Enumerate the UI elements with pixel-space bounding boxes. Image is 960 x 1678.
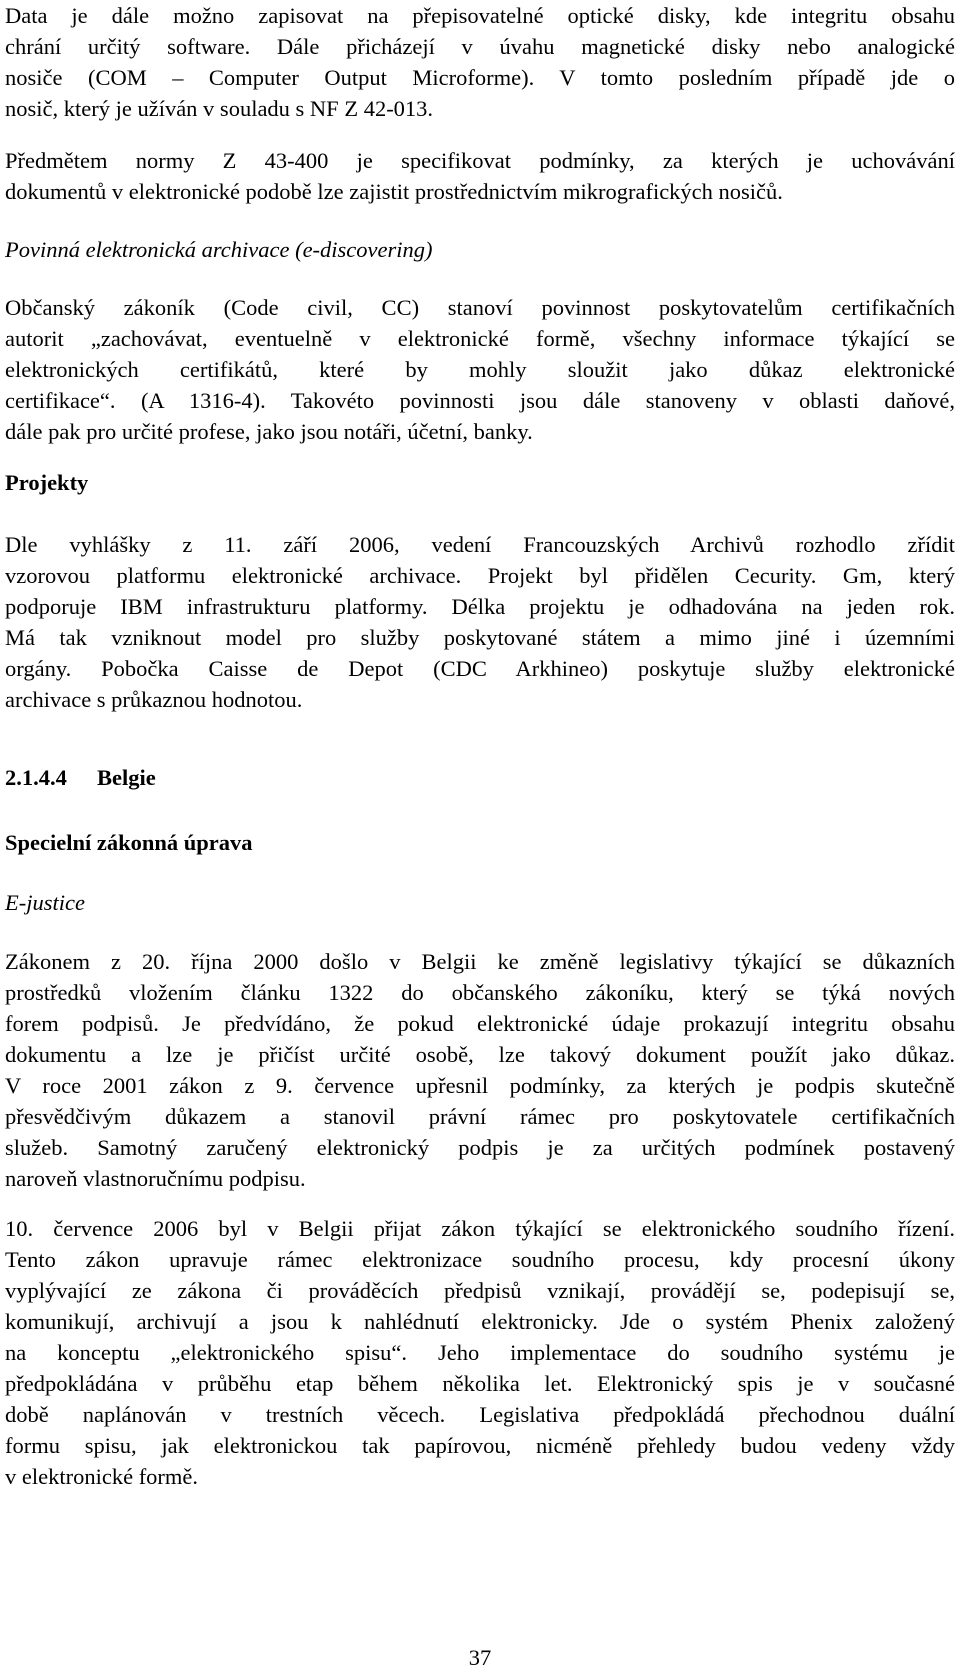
paragraph-storage-media bbox=[5, 0, 955, 124]
paragraph-projects bbox=[5, 529, 955, 715]
text-line: podporuje IBM infrastrukturu platformy. Délka projektu je odhadována na jeden rok. bbox=[5, 594, 955, 619]
text-line: orgány. Pobočka Caisse de Depot (CDC Arkhineo) poskytuje služby elektronické bbox=[5, 656, 955, 681]
text-line: vyplývající ze zákona či prováděcích předpisů vznikají, provádějí se, podepisují se, bbox=[5, 1278, 955, 1303]
text-line: elektronických certifikátů, které by mohly sloužit jako důkaz elektronické bbox=[5, 357, 955, 382]
section-number: 2.1.4.4 bbox=[5, 765, 67, 790]
text-line: Má tak vzniknout model pro služby poskytované státem a mimo jiné i územními bbox=[5, 625, 955, 650]
text-line: Tento zákon upravuje rámec elektronizace soudního procesu, kdy procesní úkony bbox=[5, 1247, 955, 1272]
text-line: komunikují, archivují a jsou k nahlédnutí elektronicky. Jde o systém Phenix založený bbox=[5, 1309, 955, 1334]
text-line: prostředků vložením článku 1322 do občanského zákoníku, který se týká nových bbox=[5, 980, 955, 1005]
text-line: Občanský zákoník (Code civil, CC) stanoví povinnost poskytovatelům certifikačních bbox=[5, 295, 955, 320]
paragraph-civil-code bbox=[5, 292, 955, 447]
text-line: Předmětem normy Z 43-400 je specifikovat podmínky, za kterých je uchovávání bbox=[5, 148, 955, 173]
section-heading bbox=[5, 762, 156, 793]
text-line: vzorovou platformu elektronické archivace. Projekt byl přidělen Cecurity. Gm, který bbox=[5, 563, 955, 588]
text-line: archivace s průkaznou hodnotou. bbox=[5, 687, 303, 712]
text-line: Zákonem z 20. října 2000 došlo v Belgii ke změně legislativy týkající se důkazních bbox=[5, 949, 955, 974]
subheading-special-law: Specielní zákonná úprava bbox=[5, 830, 253, 855]
text-line: nosiče (COM – Computer Output Microforme). V tomto posledním případě jde o bbox=[5, 65, 955, 90]
text-line: na konceptu „elektronického spisu“. Jeho implementace do soudního systému je bbox=[5, 1340, 955, 1365]
text-line: nosič, který je užíván v souladu s NF Z 42-013. bbox=[5, 96, 434, 121]
paragraph-norm-z43-400 bbox=[5, 145, 955, 207]
text-line: 10. července 2006 byl v Belgii přijat zákon týkající se elektronického soudního řízení. bbox=[5, 1216, 955, 1241]
italic-heading-e-justice: E-justice bbox=[5, 890, 85, 915]
text-line: naroveň vlastnoručnímu podpisu. bbox=[5, 1166, 306, 1191]
bold-heading-projects: Projekty bbox=[5, 470, 89, 495]
text-line: předpokládána v průběhu etap během několika let. Elektronický spis je v současné bbox=[5, 1371, 955, 1396]
text-line: služeb. Samotný zaručený elektronický podpis je za určitých podmínek postavený bbox=[5, 1135, 955, 1160]
text-line: autorit „zachovávat, eventuelně v elektronické formě, všechny informace týkající se bbox=[5, 326, 955, 351]
text-line: v elektronické formě. bbox=[5, 1464, 199, 1489]
paragraph-belgium-law-2006 bbox=[5, 1213, 955, 1492]
text-line: dokumentů v elektronické podobě lze zajistit prostřednictvím mikrografických nosičů. bbox=[5, 179, 783, 204]
section-title: Belgie bbox=[97, 765, 156, 790]
text-line: Dle vyhlášky z 11. září 2006, vedení Francouzských Archivů rozhodlo zřídit bbox=[5, 532, 955, 557]
text-line: době naplánován v trestních věcech. Legislativa předpokládá přechodnou duální bbox=[5, 1402, 955, 1427]
text-line: formu spisu, jak elektronickou tak papírovou, nicméně přehledy budou vedeny vždy bbox=[5, 1433, 955, 1458]
italic-heading-mandatory-archiving: Povinná elektronická archivace (e-discovering) bbox=[5, 237, 433, 262]
page-number: 37 bbox=[468, 1645, 492, 1670]
text-line: forem podpisů. Je předvídáno, že pokud elektronické údaje prokazují integritu obsahu bbox=[5, 1011, 955, 1036]
text-line: certifikace“. (A 1316-4). Takovéto povinnosti jsou dále stanoveny v oblasti daňové, bbox=[5, 388, 955, 413]
paragraph-belgium-law-2000 bbox=[5, 946, 955, 1194]
text-line: V roce 2001 zákon z 9. července upřesnil podmínky, za kterých je podpis skutečně bbox=[5, 1073, 955, 1098]
text-line: Data je dále možno zapisovat na přepisovatelné optické disky, kde integritu obsahu bbox=[5, 3, 955, 28]
text-line: chrání určitý software. Dále přicházejí v úvahu magnetické disky nebo analogické bbox=[5, 34, 955, 59]
text-line: dále pak pro určité profese, jako jsou notáři, účetní, banky. bbox=[5, 419, 533, 444]
text-line: přesvědčivým důkazem a stanovil právní rámec pro poskytovatele certifikačních bbox=[5, 1104, 955, 1129]
text-line: dokumentu a lze je přičíst určité osobě, lze takový dokument použít jako důkaz. bbox=[5, 1042, 955, 1067]
